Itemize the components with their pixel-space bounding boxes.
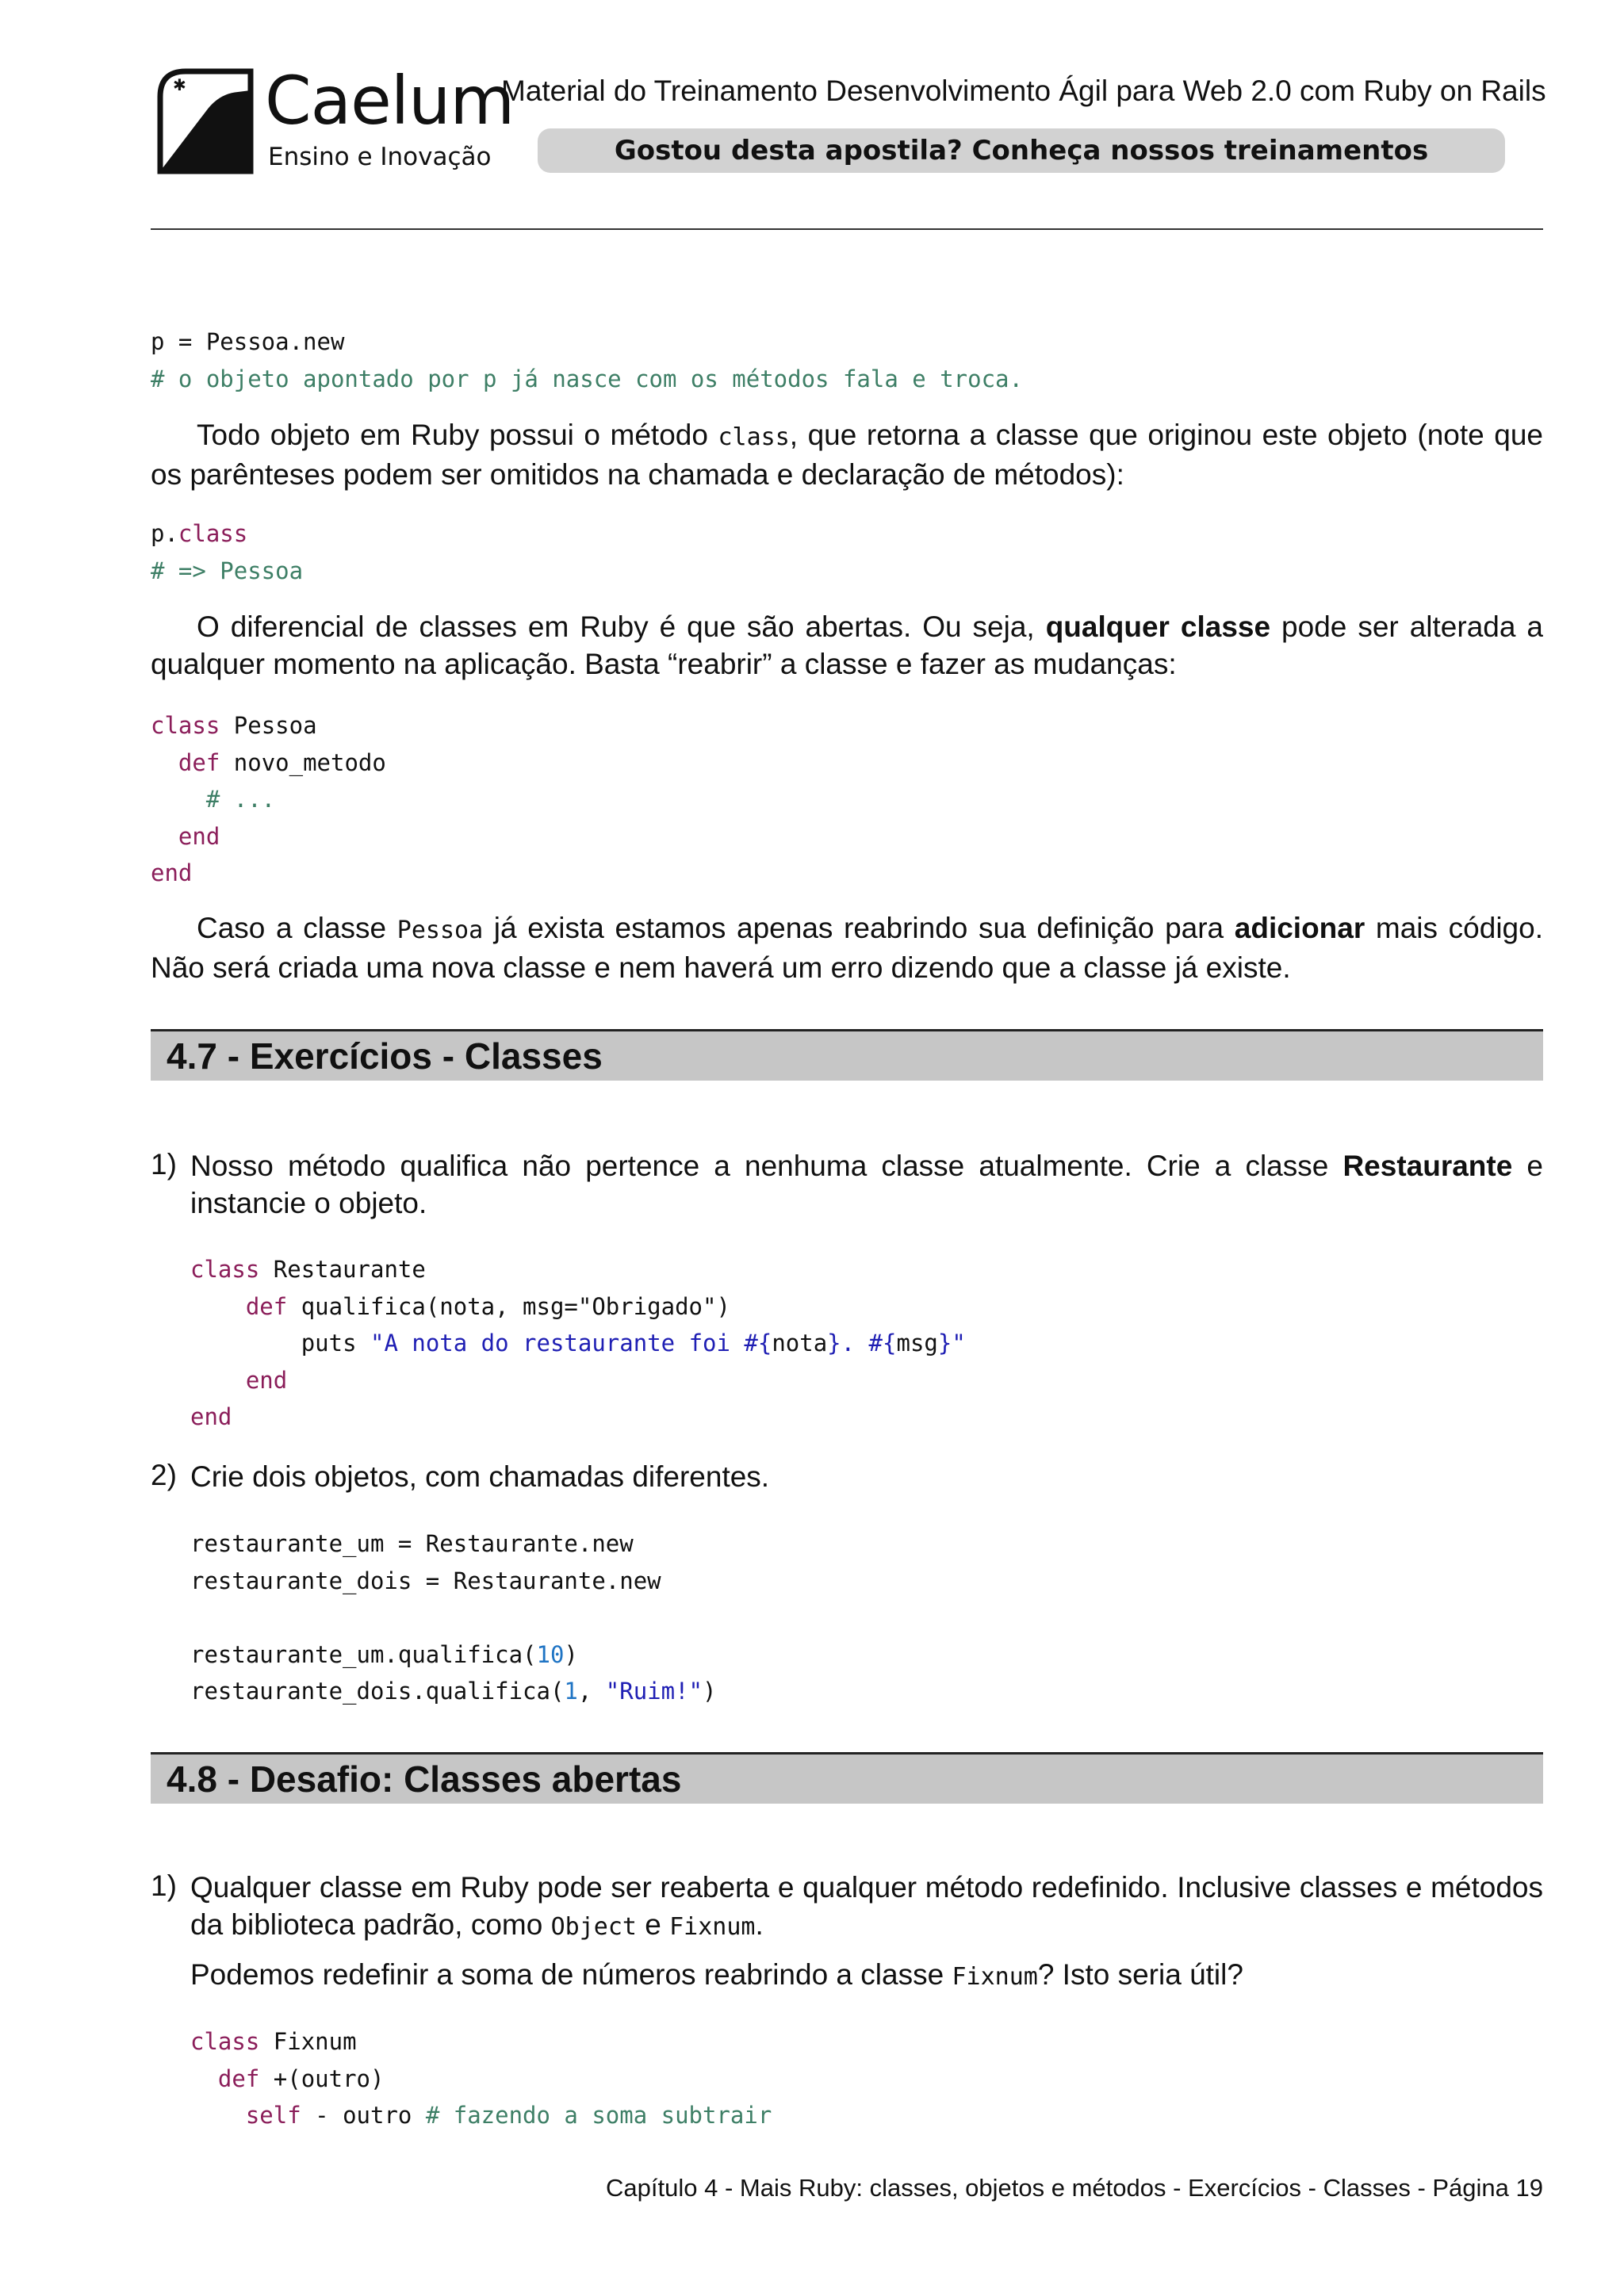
code-text: qualifica(nota, msg="Obrigado") [287,1292,730,1320]
list-number: 1) [151,1148,177,1181]
code-line: p = Pessoa.new [151,328,345,355]
bold-text: Restaurante [1342,1150,1513,1182]
code-string: "A nota do restaurante foi #{ [370,1330,772,1357]
code-line: restaurante_um = Restaurante.new [190,1530,634,1557]
text: ? Isto seria útil? [1037,1958,1243,1991]
code-text: Restaurante [259,1256,426,1283]
code-number: 10 [536,1640,565,1668]
code-keyword: def [178,748,220,776]
training-banner-link[interactable]: Gostou desta apostila? Conheça nossos treinamentos [538,128,1505,173]
exercise-1-text [190,1148,1543,1222]
code-block-restaurante [190,1251,966,1436]
code-string: }. #{ [827,1330,897,1357]
code-keyword: end [151,859,193,886]
paragraph-class-method [151,417,1543,493]
text: já exista estamos apenas reabrindo sua definição para [483,912,1235,944]
code-line: restaurante_dois = Restaurante.new [190,1567,661,1594]
code-text: puts [301,1330,370,1357]
header-divider [151,228,1543,230]
code-keyword: def [245,1292,288,1320]
code-keyword: end [178,822,220,850]
logo-name: Caelum [265,62,515,140]
text: O diferencial de classes em Ruby é que são abertas. Ou seja, [197,610,1046,643]
code-block-fixnum [190,2023,772,2134]
text: Qualquer classe em Ruby pode ser reaberta e qualquer método redefinido. Inclusive classes e métodos da biblioteca padrão, como [190,1871,1543,1941]
code-text: ) [703,1678,717,1705]
code-text: Pessoa [220,712,317,739]
inline-code: class [718,423,790,451]
code-block-p-class [151,515,303,589]
code-comment: # => Pessoa [151,557,304,584]
code-comment: # fazendo a soma subtrair [425,2102,772,2129]
page-footer: Capítulo 4 - Mais Ruby: classes, objetos e métodos - Exercícios - Classes - Página 19 [606,2174,1543,2202]
header-title: Material do Treinamento Desenvolvimento Ágil para Web 2.0 com Ruby on Rails [501,75,1546,107]
section-title: 4.7 - Exercícios - Classes [167,1035,603,1077]
code-text: restaurante_dois.qualifica( [190,1678,565,1705]
code-keyword: class [190,1256,260,1283]
code-keyword: class [190,2028,260,2055]
code-text: Fixnum [259,2028,357,2055]
list-number: 2) [151,1459,177,1491]
svg-text:✱: ✱ [173,75,186,94]
code-interp: nota [772,1330,828,1357]
paragraph-reopen-explanation [151,910,1543,986]
section-title: 4.8 - Desafio: Classes abertas [167,1758,682,1800]
code-text: +(outro) [259,2064,385,2092]
code-interp: msg [896,1330,938,1357]
code-keyword: end [190,1403,232,1430]
text: , que retorna a classe que originou este objeto (note que os parênteses podem ser omitidos na chamada e declaração de métodos): [151,419,1543,491]
text: Caso a classe [197,912,397,944]
code-number: 1 [564,1678,578,1705]
text: e instancie o objeto. [190,1150,1543,1219]
code-keyword: end [245,1366,288,1394]
code-keyword: class [178,520,248,547]
code-text: ) [564,1640,578,1668]
code-block-objects [190,1525,716,1710]
text: Todo objeto em Ruby possui o método [197,419,718,451]
code-keyword: class [151,712,220,739]
text: . [755,1908,764,1941]
bold-text: qualquer classe [1045,610,1271,643]
code-text: restaurante_um.qualifica( [190,1640,537,1668]
code-block-reopen-pessoa [151,707,386,892]
code-text: - outro [301,2102,426,2129]
text: Podemos redefinir a soma de números reabrindo a classe [190,1958,952,1991]
code-block-pessoa-new [151,323,1023,397]
code-keyword: self [245,2102,301,2129]
inline-code: Object [550,1912,637,1941]
inline-code: Fixnum [669,1912,756,1941]
inline-code: Fixnum [952,1963,1038,1991]
paragraph-open-classes [151,609,1543,683]
code-text: novo_metodo [220,748,386,776]
caelum-logo [155,62,515,178]
text: e [636,1908,670,1941]
inline-code: Pessoa [396,916,484,944]
bold-text: adicionar [1234,912,1365,944]
text: mais código. Não será criada uma nova classe e nem haverá um erro dizendo que a classe já existe. [151,912,1543,984]
challenge-1-question [190,1957,1543,1996]
list-number: 1) [151,1869,177,1902]
code-string: }" [937,1330,966,1357]
section-heading-exercises [151,1029,1543,1081]
code-text: p. [151,520,178,547]
challenge-1-text [190,1869,1543,1946]
section-heading-challenge [151,1752,1543,1804]
code-string: "Ruim!" [605,1678,703,1705]
code-comment: # ... [205,786,276,813]
exercise-2-text: Crie dois objetos, com chamadas diferentes. [190,1460,770,1493]
text: Nosso método qualifica não pertence a nenhuma classe atualmente. Crie a classe [190,1150,1343,1182]
logo-tagline: Ensino e Inovação [268,143,492,171]
code-comment: # o objeto apontado por p já nasce com os métodos fala e troca. [151,365,1023,392]
code-keyword: def [217,2064,260,2092]
code-text: , [577,1678,606,1705]
text: pode ser alterada a qualquer momento na aplicação. Basta “reabrir” a classe e fazer as mudanças: [151,610,1543,680]
